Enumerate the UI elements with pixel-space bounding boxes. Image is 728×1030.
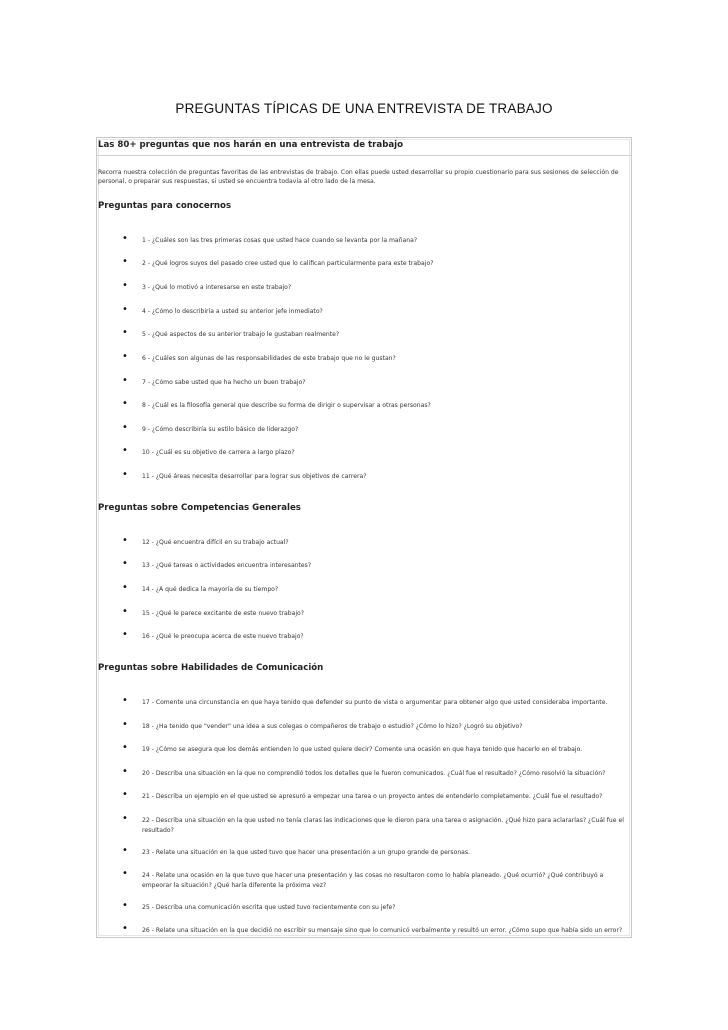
question-text: 21 - Describa un ejemplo en el que usted se apresuró a empezar una tarea o un proyecto antes de entenderlo completamente. ¿Cuál fue el resultado? (142, 793, 603, 800)
bullet-icon: • (122, 304, 128, 315)
intro-paragraph: Recorra nuestra colección de preguntas favoritas de las entrevistas de trabajo. Con ellas puede usted desarrollar su propio cuestionario para sus sesiones de selección de personal, o preparar sus respuestas, si usted se encuentra todavía al otro lado de la mesa. (98, 169, 619, 185)
question-text: 12 - ¿Qué encuentra difícil en su trabajo actual? (142, 539, 289, 546)
question-text: 11 - ¿Qué áreas necesita desarrollar para lograr sus objetivos de carrera? (142, 473, 367, 480)
section-heading-comunicacion: Preguntas sobre Habilidades de Comunicación (98, 663, 324, 673)
question-text: 9 - ¿Cómo describiría su estilo básico de liderazgo? (142, 426, 299, 433)
bullet-icon: • (122, 351, 128, 362)
question-text: 23 - Relate una situación en la que usted tuvo que hacer una presentación a un grupo grande de personas. (142, 849, 471, 856)
bullet-icon: • (122, 868, 128, 879)
bullet-icon: • (122, 535, 128, 546)
question-text: 17 - Comente una circunstancia en que haya tenido que defender su punto de vista o argumentar para obtener algo que usted consideraba importante. (142, 699, 608, 706)
question-text: 7 - ¿Cómo sabe usted que ha hecho un buen trabajo? (142, 379, 306, 386)
bullet-icon: • (122, 469, 128, 480)
bullet-icon: • (122, 422, 128, 433)
question-text: 13 - ¿Qué tareas o actividades encuentra interesantes? (142, 562, 312, 569)
bullet-icon: • (122, 558, 128, 569)
bullet-icon: • (122, 695, 128, 706)
bullet-icon: • (122, 789, 128, 800)
question-text: 18 - ¿Ha tenido que "vender" una idea a sus colegas o compañeros de trabajo o estudio? ¿Cómo lo hizo? ¿Logró su objetivo? (142, 723, 523, 730)
bullet-icon: • (122, 813, 128, 824)
bullet-icon: • (122, 327, 128, 338)
section-heading-conocernos: Preguntas para conocernos (98, 201, 232, 211)
bullet-icon: • (122, 280, 128, 291)
document-subtitle: Las 80+ preguntas que nos harán en una entrevista de trabajo (98, 140, 404, 150)
question-text: 24 - Relate una ocasión en la que tuvo que hacer una presentación y las cosas no resultaron como lo había planeado. ¿Qué ocurrió? ¿Qué contribuyó a empeorar la situación? ¿Qué haría diferente la próxima vez? (142, 872, 604, 889)
question-text: 15 - ¿Qué le parece excitante de este nuevo trabajo? (142, 610, 304, 617)
bullet-icon: • (122, 445, 128, 456)
question-text: 19 - ¿Cómo se asegura que los demás entienden lo que usted quiere decir? Comente una ocasión en que haya tenido que hacerlo en el trabajo. (142, 746, 583, 753)
question-text: 16 - ¿Qué le preocupa acerca de este nuevo trabajo? (142, 633, 304, 640)
subtitle-divider (97, 155, 631, 156)
question-text: 2 - ¿Qué logros suyos del pasado cree usted que lo califican particularmente para este trabajo? (142, 260, 434, 267)
section-heading-competencias: Preguntas sobre Competencias Generales (98, 503, 301, 513)
question-text: 25 - Describa una comunicación escrita que usted tuvo recientemente con su jefe? (142, 904, 396, 911)
question-text: 8 - ¿Cuál es la filosofía general que describe su forma de dirigir o supervisar a otras personas? (142, 402, 431, 409)
bullet-icon: • (122, 923, 128, 934)
bullet-icon: • (122, 742, 128, 753)
bullet-icon: • (122, 766, 128, 777)
bullet-icon: • (122, 582, 128, 593)
bullet-icon: • (122, 629, 128, 640)
bullet-icon: • (122, 233, 128, 244)
bullet-icon: • (122, 398, 128, 409)
question-text: 3 - ¿Qué lo motivó a interesarse en este trabajo? (142, 284, 292, 291)
question-text: 1 - ¿Cuáles son las tres primeras cosas que usted hace cuando se levanta por la mañana? (142, 237, 418, 244)
bullet-icon: • (122, 845, 128, 856)
bullet-icon: • (122, 606, 128, 617)
question-text: 6 - ¿Cuáles son algunas de las responsabilidades de este trabajo que no le gustan? (142, 355, 396, 362)
bullet-icon: • (122, 900, 128, 911)
question-text: 14 - ¿A qué dedica la mayoría de su tiempo? (142, 586, 279, 593)
bullet-icon: • (122, 719, 128, 730)
question-text: 4 - ¿Cómo lo describiría a usted su anterior jefe inmediato? (142, 308, 323, 315)
page-title: PREGUNTAS TÍPICAS DE UNA ENTREVISTA DE TRABAJO (175, 101, 553, 116)
question-text: 22 - Describa una situación en la que usted no tenía claras las indicaciones que le dieron para una tarea o asignación. ¿Qué hizo para aclararlas? ¿Cuál fue el resultado? (142, 817, 624, 834)
bullet-icon: • (122, 256, 128, 267)
question-text: 20 - Describa una situación en la que no comprendió todos los detalles que le fueron comunicados. ¿Cuál fue el resultado? ¿Cómo resolvió la situación? (142, 770, 606, 777)
question-text: 5 - ¿Qué aspectos de su anterior trabajo le gustaban realmente? (142, 331, 340, 338)
question-text: 10 - ¿Cuál es su objetivo de carrera a largo plazo? (142, 449, 295, 456)
question-text: 26 - Relate una situación en la que decidió no escribir su mensaje sino que lo comunicó verbalmente y resultó un error. ¿Cómo supo que había sido un error? (142, 927, 623, 934)
bullet-icon: • (122, 375, 128, 386)
